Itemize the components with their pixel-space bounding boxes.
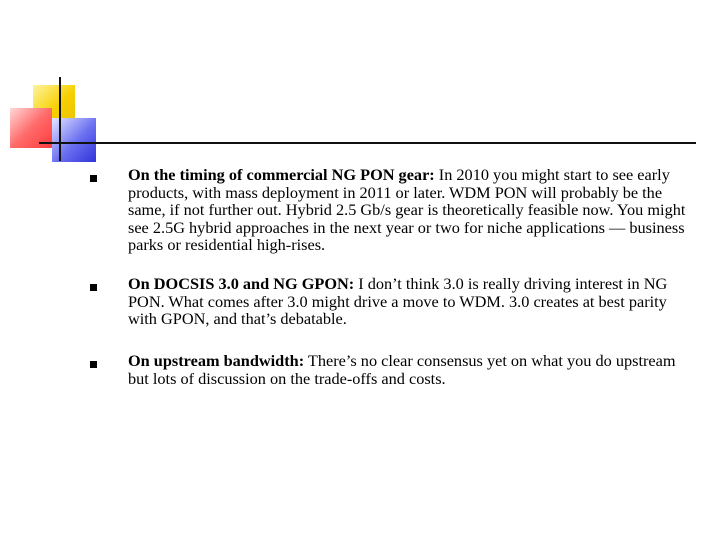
bullet-text xyxy=(128,352,698,387)
bullet-lead: On the timing of commercial NG PON gear: xyxy=(128,165,435,184)
vertical-rule xyxy=(59,77,61,161)
slide-logo xyxy=(0,0,720,170)
square-bullet-icon xyxy=(90,175,97,182)
bullet-body: I don’t think 3.0 is really driving interest in NG PON. What comes after 3.0 might drive a move to WDM. 3.0 creates at best parity with GPON, and that’s debatable. xyxy=(128,274,668,329)
bullet-text xyxy=(128,166,698,254)
bullet-lead: On DOCSIS 3.0 and NG GPON: xyxy=(128,274,355,293)
horizontal-rule xyxy=(39,142,696,144)
square-bullet-icon xyxy=(90,284,97,291)
bullet-body: There’s no clear consensus yet on what you do upstream but lots of discussion on the trade-offs and costs. xyxy=(128,351,676,388)
bullet-body: In 2010 you might start to see early products, with mass deployment in 2011 or later. WDM PON will probably be the same, if not further out. Hybrid 2.5 Gb/s gear is theoretically feasible now. You might see 2.5G hybrid approaches in the next year or two for niche applications — business parks or residential high-rises. xyxy=(128,165,686,255)
bullet-lead: On upstream bandwidth: xyxy=(128,351,305,370)
bullet-text xyxy=(128,275,698,328)
square-bullet-icon xyxy=(90,361,97,368)
